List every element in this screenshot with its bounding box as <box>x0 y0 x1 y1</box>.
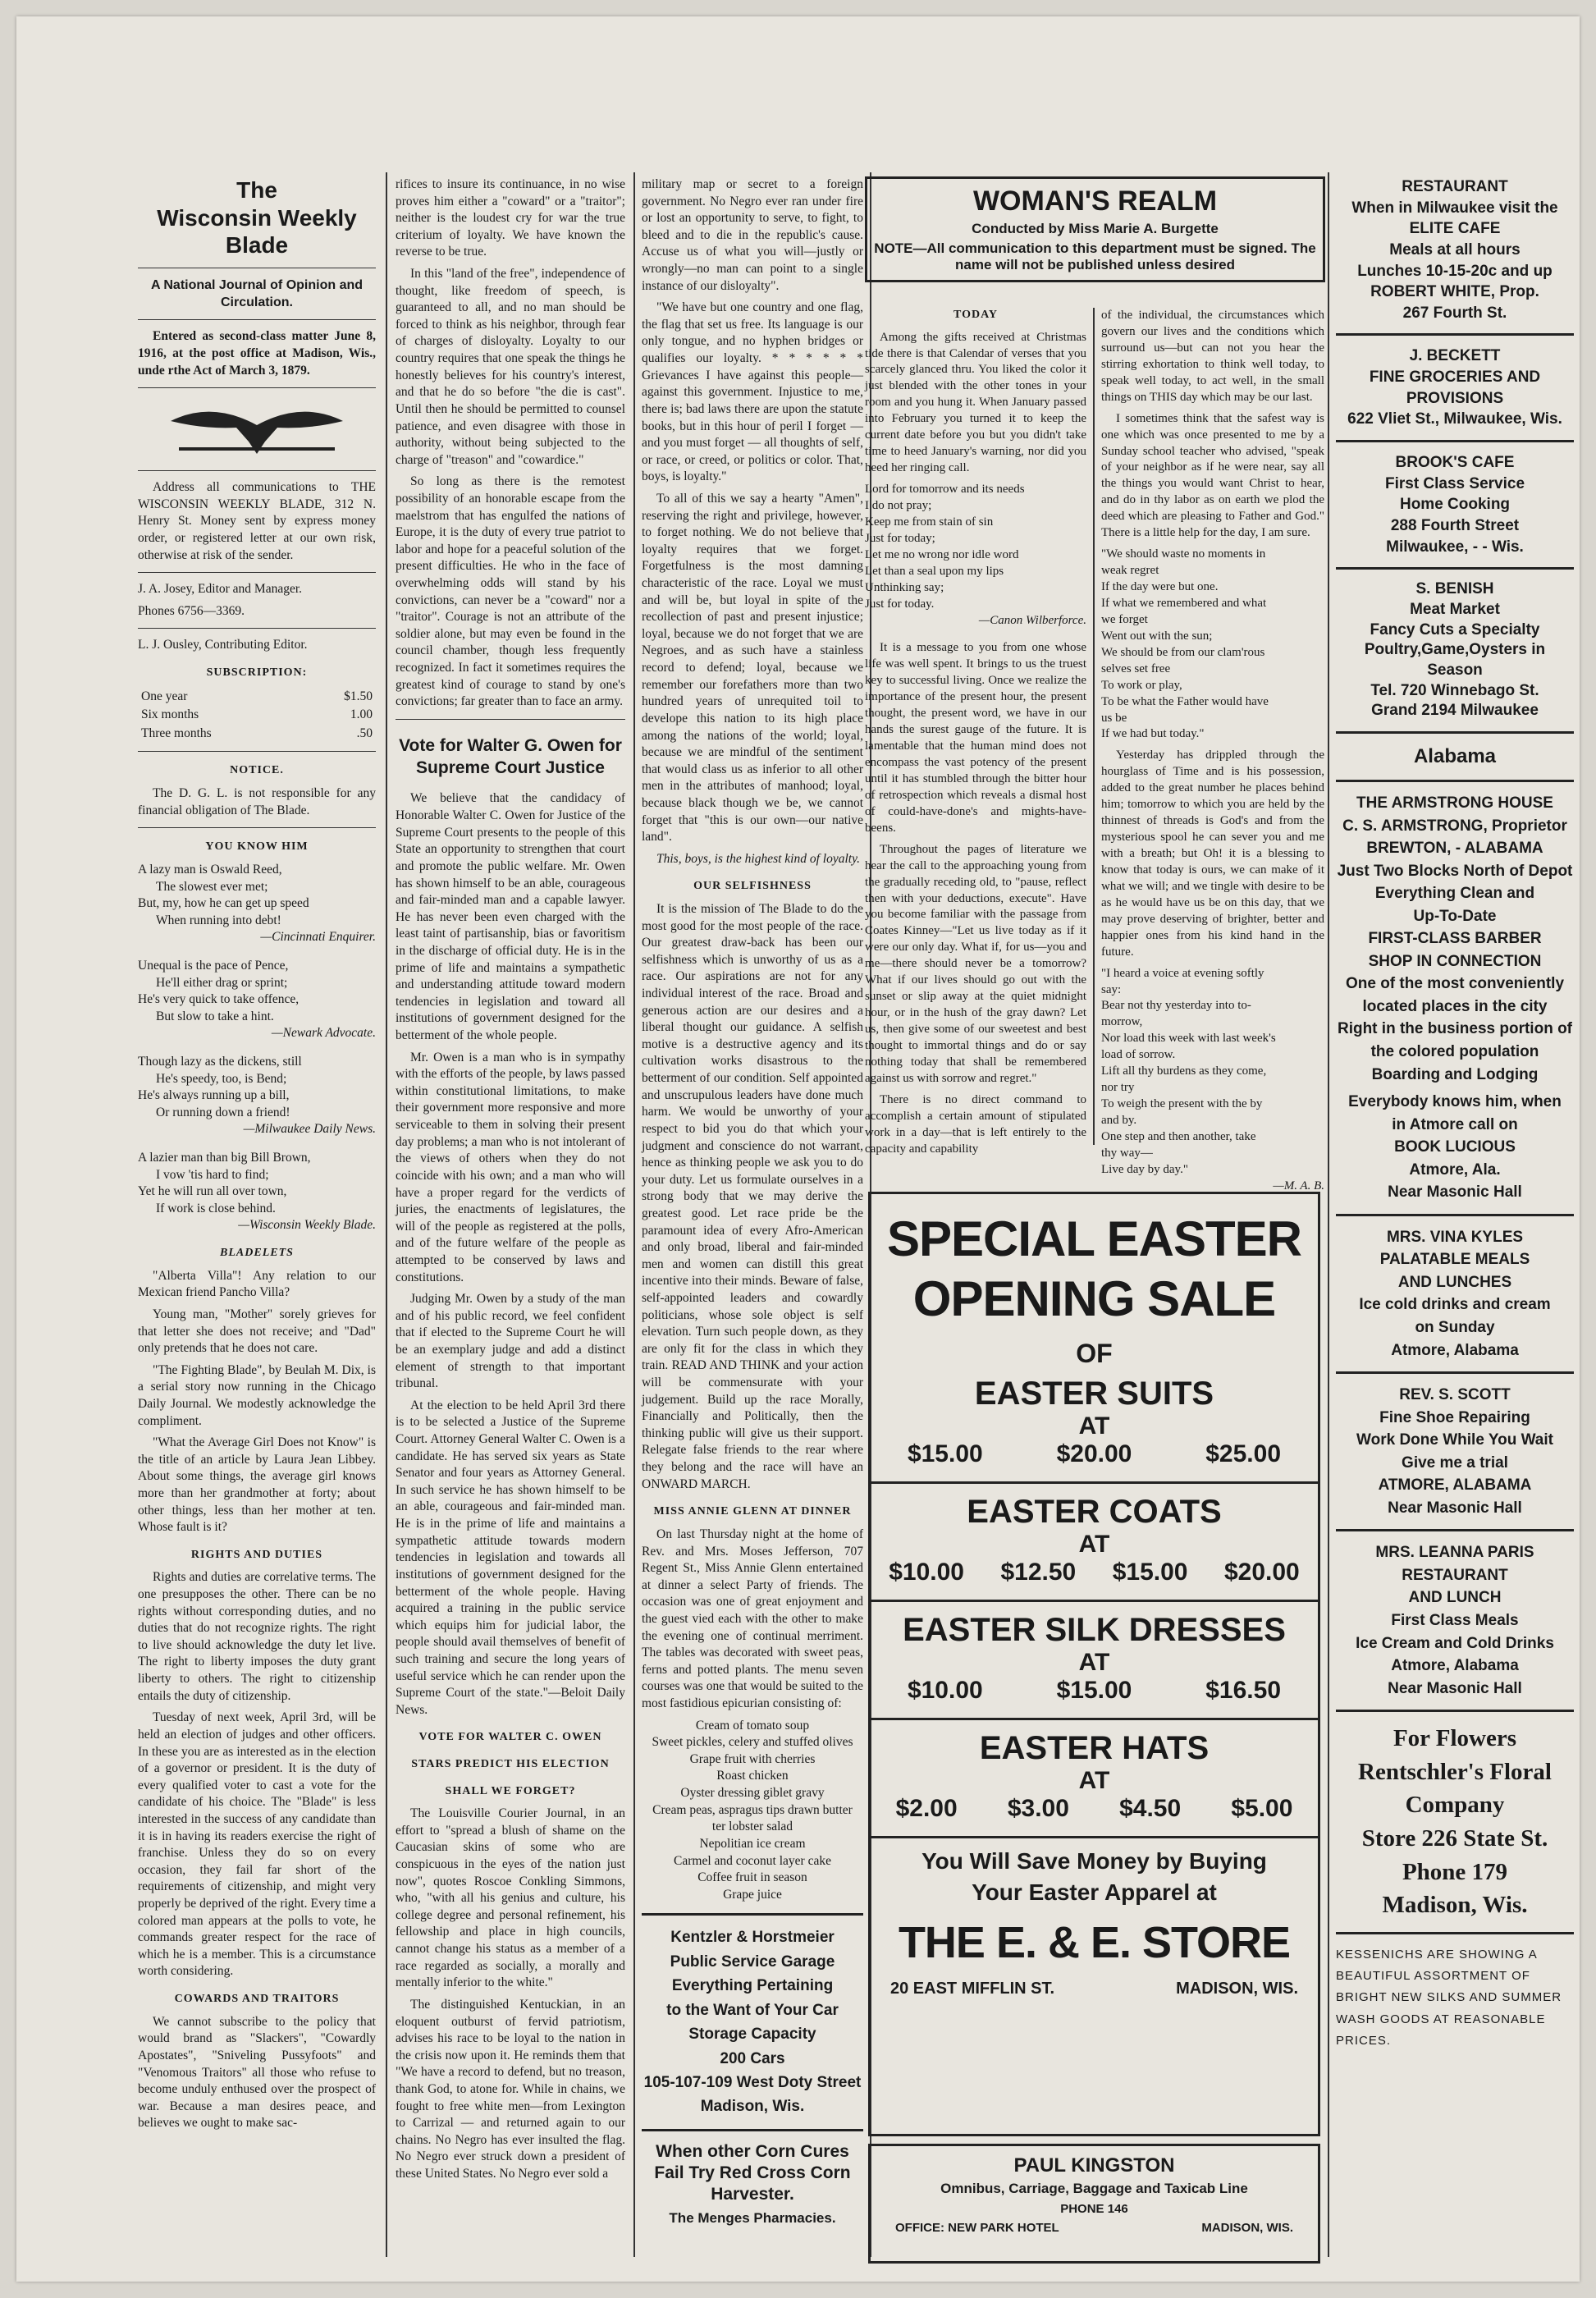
text-line: Keep me from stain of sin <box>865 515 994 529</box>
text-line: Everything Clean and <box>1374 885 1535 903</box>
text-line: C. S. ARMSTRONG, Proprietor <box>1342 817 1567 835</box>
phones: Phones 6756—3369. <box>138 603 245 618</box>
editor: J. A. Josey, Editor and Manager. <box>138 582 303 597</box>
text-line: we forget <box>1101 612 1148 626</box>
womans-realm-box <box>855 176 1335 1192</box>
text-line: He's very quick to take offence, <box>138 992 300 1007</box>
text-line: Carmel and coconut layer cake <box>674 1853 831 1868</box>
easter-of: OF <box>1076 1339 1113 1368</box>
realm-paragraph: I sometimes think that the safest way is one which was once presented to me by a Sunday school teacher who advised, "speak of your neighbor as if he were near, say all the things you would want Christ to hear, and do in thy labor as on earth we plod the deed which are pleasing to Father and God." There is a little help for the day, I am sure. <box>1101 411 1324 540</box>
text-line: Harvester. <box>711 2185 794 2204</box>
text-line: Unthinking say; <box>865 580 944 594</box>
text-line: Roast chicken <box>716 1769 789 1783</box>
hat-prices <box>871 1795 1318 1823</box>
vote-owen-head: Vote for Walter G. Owen for Supreme Court Justice <box>399 735 622 778</box>
vina-kyles-ad <box>1336 1226 1574 1362</box>
text-line: ATMORE, ALABAMA <box>1378 1476 1532 1495</box>
text-line: Unequal is the pace of Pence, <box>138 958 289 973</box>
realm-signature: —M. A. B. <box>1273 1179 1324 1192</box>
corn-cure-ad <box>642 2141 863 2206</box>
sub-price: 1.00 <box>350 707 373 722</box>
bladelet: "The Fighting Blade", by Beulah M. Dix, is a serial story now running in the Chicago Daily Journal. We modestly acknowledge the compliment. <box>138 1362 376 1428</box>
kingston-phone: PHONE 146 <box>1060 2202 1128 2216</box>
poem-a-attribution: —Canon Wilberforce. <box>978 613 1086 627</box>
text-line: But, my, how he can get up speed <box>138 896 309 911</box>
text-line: Everybody knows him, when <box>1348 1093 1562 1111</box>
text-line: MRS. LEANNA PARIS <box>1375 1544 1534 1562</box>
text-line: If work is close behind. <box>156 1201 276 1215</box>
table-row <box>138 706 376 725</box>
book-lucious-ad <box>1336 1091 1574 1204</box>
suit-prices <box>871 1440 1318 1468</box>
text-line: Ice cold drinks and cream <box>1359 1296 1551 1314</box>
text-line: 105-107-109 West Doty Street <box>643 2073 862 2091</box>
vote-paragraph: At the election to be held April 3rd there is to be selected a Justice of the Supreme Court. Attorney General Walter C. Owen is a candidate. He has served six years as State Senator and four years as Attorney General. In such service he has shown himself to be an able, courageous and fair-minded man. He is in the prime of life and maintains a sympathetic attitude towards modern tendencies in legislation and towards all institutions of government designed for the betterment of the whole people. Having acquired a training in the public service which equips him for judicial labor, the people should avail themselves of benefit of such training and secure the long years of useful service which he can render upon the Supreme Court of the state."—Beloit Daily News. <box>396 1398 625 1717</box>
realm-paragraph: Throughout the pages of literature we hear the call to the approaching young from the gradually receding old, to "pause, reflect then with your deductions, execute". Have you become familiar with the passage from Coates Kinney—"Let us live today as if it were our only day. What if, for us—you and me—there should never be a tomorrow? What if our lives should go out with the sunset or slip away at the quiet midnight hour, or in the hush of the gray dawn? Let us, then give some of our sweetest and best thought to immortal things and do or say nothing today that shall be remembered against us with sorrow and regret." <box>865 842 1086 1085</box>
price: $3.00 <box>1007 1795 1069 1822</box>
realm-left-column <box>865 308 1086 1163</box>
selfish-head: OUR SELFISHNESS <box>693 880 812 893</box>
vote-paragraph: Judging Mr. Owen by a study of the man and of his public record, we feel confident that if elected to the Supreme Court he will be an exemplary judge and add a distinct element of strength to that important tribunal. <box>396 1292 625 1391</box>
benish-ad <box>1336 579 1574 721</box>
text-line: But slow to take a hint. <box>156 1009 274 1023</box>
col2-paragraph: In this "land of the free", independence of thought, like freedom of speech, is guaranteed to all, and no man should be forced to think as his neighbor, through fear of charges of disloyalty. Loyalty to our country requires that one speak the things he honestly believes for his country's interest, and that he do so before "the die is cast". Until then he should be permitted to counsel patience, and even disagree with those in authority, without being subjected to the charge of "treason" and "cowardice." <box>396 267 625 467</box>
poem-3 <box>138 1054 376 1121</box>
rights-paragraph: Tuesday of next week, April 3rd, will be held an election of judges and other officers. In these you are as interested as in the election of a governor or president. It is the duty of every qualified voter to cast a vote for the candidate of his choice. The "Blade" is less interested in the success of any candidate than it is in having its readers exercise the right of franchise. Unless they do so on every occasion, they fail far short of the requirements of citizenship, and might very properly be deprived of the right. Every time a colored man appears at the polls to vote, he commands greater respect for the race of which he is a member. This is a circumstance worth considering. <box>138 1710 376 1979</box>
text-line: If the day were but one. <box>1101 580 1219 593</box>
text-line: PALATABLE MEALS <box>1379 1251 1530 1269</box>
text-line: 267 Fourth St. <box>1402 304 1507 322</box>
text-line: We should be from our clam'rous <box>1101 645 1265 659</box>
text-line: A lazier man than big Bill Brown, <box>138 1151 311 1165</box>
text-line: MRS. VINA KYLES <box>1386 1228 1524 1246</box>
contrib-editor: L. J. Ousley, Contributing Editor. <box>138 638 308 652</box>
text-line: Went out with the sun; <box>1101 629 1213 643</box>
easter-save-2: Your Easter Apparel at <box>972 1879 1217 1905</box>
easter-save-1: You Will Save Money by Buying <box>921 1848 1267 1874</box>
price: $10.00 <box>907 1677 983 1704</box>
text-line: 200 Cars <box>720 2049 785 2067</box>
text-line: One of the most conveniently <box>1345 975 1565 993</box>
text-line: Cream peas, aspragus tips drawn butter <box>652 1802 853 1817</box>
price: $20.00 <box>1223 1559 1300 1586</box>
easter-at: AT <box>1078 1412 1110 1440</box>
title-line-2: Wisconsin Weekly Blade <box>157 204 357 259</box>
text-line: Nepolitian ice cream <box>699 1836 806 1851</box>
kingston-office-row <box>871 2216 1318 2235</box>
notice-text: The D. G. L. is not responsible for any financial obligation of The Blade. <box>138 786 376 817</box>
coat-prices <box>871 1559 1318 1586</box>
text-line: Near Masonic Hall <box>1388 1183 1522 1202</box>
text-line: First Class Service <box>1384 474 1525 492</box>
text-line: Meals at all hours <box>1389 240 1521 259</box>
text-line: He'll either drag or sprint; <box>156 975 288 990</box>
loyalty-italic: This, boys, is the highest kind of loyalty. <box>656 851 860 866</box>
address-notice: Address all communications to THE WISCONSIN WEEKLY BLADE, 312 N. Henry St. Money sent by express money order, or registered letter at our own risk, otherwise at risk of the sender. <box>138 480 376 562</box>
col2-paragraph: So long as there is the remotest possibility of an honorable escape from the maelstrom that has engulfed the nations of Europe, it is the duty of every true patriot to labor and hope for a peaceful solution of the present difficulties. He who in the face of overwhelming odds will stand by his convictions, can never be a "coward" nor a "traitor". Courage is not an attribute of the soldier alone, but may even be found in the council chamber, though less frequently recognized. In fact it sometimes requires the greatest kind of courage to stand by one's convictions; far greater than to face an army. <box>396 474 625 709</box>
notice-head: NOTICE. <box>230 764 284 777</box>
text-line: 622 Vliet St., Milwaukee, Wis. <box>1347 410 1562 428</box>
text-line: BREWTON, - ALABAMA <box>1366 840 1543 858</box>
text-line: S. BENISH <box>1415 580 1494 598</box>
easter-sale-ad <box>868 1192 1320 2136</box>
easter-coats: EASTER COATS <box>967 1494 1222 1530</box>
price: $4.50 <box>1119 1795 1182 1822</box>
dinner-menu <box>642 1718 863 1904</box>
corn-cure-by: The Menges Pharmacies. <box>669 2209 836 2226</box>
easter-store: THE E. & E. STORE <box>898 1918 1291 1967</box>
forget-paragraph: The Louisville Courier Journal, in an effort to "spread a blush of shame on the Caucasian skins of some who are conspicuous in the eyes of the nation just now", quotes Roscoe Conkling Simmons, who, "with all his genius and culture, his college degree and personal refinement, his fellowship and place in high councils, cannot change his status as a member of a race regarded as socially, a morally and mentally inferior to the white." <box>396 1806 625 1990</box>
col2-paragraph: rifices to insure its continuance, in no wise proves him either a "coward" or a "traitor"; neither is the loudest cry for war the true criterium of loyalty. We have known the reverse to be true. <box>396 177 625 259</box>
vote-paragraph: Mr. Owen is a man who is in sympathy with the efforts of the people, by laws passed within constitutional limitations, to make their government more responsive and more serviceable to them in solving their present day problems; a man who is not intolerant of the views of others when they do not coincide with his own; and a man who will have a proper regard for the verdicts of juries, the enactments of legislatures, the will of the people as registered at the polls, and of the future welfare of the people as attempted to be conserved by laws and constitutions. <box>396 1050 625 1284</box>
text-line: RESTAURANT <box>1402 178 1508 195</box>
text-line: Atmore, Alabama <box>1391 1341 1519 1359</box>
armstrong-house-ad <box>1336 792 1574 1086</box>
price: $12.50 <box>1000 1559 1077 1586</box>
text-line: morrow, <box>1101 1015 1143 1029</box>
text-line: Storage Capacity <box>688 2026 816 2044</box>
cowards-paragraph: We cannot subscribe to the policy that would brand as "Slackers", "Cowardly Apostates", "Sniveling Pussyfoots" and "Venomous Traitors" all those who refuse to become unduly enthused over the prospect of war. Because a man desires peace, and believes we ought to make sac- <box>138 2014 376 2131</box>
easter-title-1: SPECIAL EASTER <box>887 1211 1301 1266</box>
easter-title-2: OPENING SALE <box>912 1271 1276 1326</box>
beckett-ad <box>1336 346 1574 430</box>
kentzler-ad <box>642 1925 863 2119</box>
poem-1-attribution: —Cincinnati Enquirer. <box>260 930 376 945</box>
text-line: Right in the business portion of <box>1337 1020 1573 1038</box>
tagline: A National Journal of Opinion and Circulation. <box>150 277 364 310</box>
text-line: Though lazy as the dickens, still <box>138 1054 302 1069</box>
realm-paragraph: Among the gifts received at Christmas tide there is that Calendar of verses that you scarcely glanced thru. You liked the color it just blended with the other tones in your room and you hung it. When January passed into February you turned it to keep the current date before you but you didn't take time to heed January's warning, nor did you heed her ringing call. <box>865 330 1086 475</box>
text-line: say: <box>1101 982 1122 996</box>
text-line: Kentzler & Horstmeier <box>670 1929 835 1947</box>
stars-head: STARS PREDICT HIS ELECTION <box>411 1758 610 1770</box>
newspaper-page <box>16 16 1580 2282</box>
realm-paragraph: of the individual, the circumstances which govern our lives and the conditions which surround us—but can not you hear the stirring exhortation to think well today, to speak well today, to act well, in the small things on THIS day which may be our last. <box>1101 309 1324 404</box>
col3-paragraph: "We have but one country and one flag, the flag that set us free. Its language is our only tongue, and no hyphen bridges or qualifies our loyalty. * * * * * * Grievances I have against this people—against this government. Injustice to me, there is; bad laws there are upon the statute books, but in this hour of peril I forget — and you must forget — all thoughts of self, or race, or creed, or politics or color. That, boys, is loyalty." <box>642 300 863 484</box>
bladelet: "What the Average Girl Does not Know" is the title of an article by Laura Jean Libbey. About some things, the average girl knows more than her grandmother at forty; about other things, less than her mother at ten. Whose fault is it? <box>138 1435 376 1535</box>
text-line: Live day by day." <box>1101 1162 1188 1176</box>
easter-address: 20 EAST MIFFLIN ST. <box>890 1980 1055 1998</box>
text-line: load of sorrow. <box>1101 1048 1176 1062</box>
text-line: ter lobster salad <box>711 1820 793 1834</box>
rentschler-floral-ad <box>1336 1722 1574 1922</box>
vote-paragraph: We believe that the candidacy of Honorable Walter C. Owen for Justice of the Supreme Court presents to the people of this State an opportunity to strengthen that court and promote the public welfare. Mr. Owen has shown himself to be an able, courageous and fair-minded man and a capable lawyer. He has never been even charged with the least taint of partisanship, bias or favoritism in the discharge of official duty. He is in the prime of life and maintains a sympathetic and understanding attitude toward modern tendencies in legislation and toward all institutions of government designed for the betterment of the whole people. <box>396 791 625 1043</box>
column-2 <box>396 176 625 2188</box>
text-line: He's always running up a bill, <box>138 1088 290 1103</box>
poem-3-attribution: —Milwaukee Daily News. <box>243 1122 376 1137</box>
text-line: When running into debt! <box>156 913 281 927</box>
text-line: J. BECKETT <box>1409 347 1501 365</box>
text-line: BROOK'S CAFE <box>1395 454 1515 472</box>
text-line: Grape fruit with cherries <box>689 1751 816 1766</box>
table-row <box>138 725 376 744</box>
text-line: Just for today. <box>865 597 935 611</box>
text-line: Poultry,Game,Oysters in Season <box>1364 641 1546 679</box>
text-line: To weigh the present with the by <box>1101 1097 1263 1111</box>
text-line: For Flowers <box>1392 1725 1517 1752</box>
price: $16.50 <box>1205 1677 1282 1704</box>
text-line: Near Masonic Hall <box>1388 1679 1522 1697</box>
text-line: Grape juice <box>723 1887 782 1902</box>
text-line: Just for today; <box>865 531 935 545</box>
forget-head: SHALL WE FORGET? <box>445 1784 576 1797</box>
text-line: Let than a seal upon my lips <box>865 564 1004 578</box>
bladelet: Young man, "Mother" sorely grieves for that letter she does not receive; and "Dad" only pretends that he does not care. <box>138 1307 376 1356</box>
elite-cafe-ad <box>1336 176 1574 323</box>
col3-paragraph: military map or secret to a foreign government. No Negro ever ran under fire or lost an opportunity to serve, to fight, to bleed and to die in the republic's cause. Accuse us of what you will—justly or wrongly—no man can point to a single instance of our disloyalty". <box>642 177 863 293</box>
table-row <box>138 688 376 707</box>
kessenich-ad: KESSENICHS ARE SHOWING A BEAUTIFUL ASSORTMENT OF BRIGHT NEW SILKS AND SUMMER WASH GOODS AT REASONABLE PRICES. <box>1336 1947 1562 2048</box>
kingston-ad <box>868 2144 1320 2264</box>
text-line: I vow 'tis hard to find; <box>156 1167 269 1182</box>
price: $15.00 <box>907 1440 983 1467</box>
poem-4 <box>138 1150 376 1217</box>
selfish-paragraph: It is the mission of The Blade to do the most good for the most people of the race. Our greatest draw-back has been our selfishness which is unworthy of us as a race. Our aspirations are not for any individual interest of the race. Broad and generous action are our desires and a liberal thought our guidance. A selfish motive is a destructive agency and its cultivation works disastrous to the betterment of our condition. Self appointed and unscrupulous leaders have done much harm. We would be unworthy of your respect to bid you do that which your judgment and conscience do not warrant, hence as thinking people we ask you to do your duty. Let us formulate ourselves in a strong body that we may derive the greatest good. Let race pride be the paramount idea of every Afro-American and only broad, liberal and fair-minded men and women can distill this great incentive into their minds. Beware of false, self-appointed leaders and cowardly politicians, whose sole object is self elevation. Turn such people down, as they are only fit for the class in which they train. READ AND THINK and your action will be commensurate with your judgement. Build up the race Morally, Financially and Politically, then the thinking public will give us their support. Relegate false friends to the rear where they belong and the race will have an ONWARD MARCH. <box>642 901 863 1491</box>
text-line: Company <box>1405 1792 1505 1819</box>
kingston-name: PAUL KINGSTON <box>1013 2154 1175 2177</box>
price: $25.00 <box>1205 1440 1282 1467</box>
poem-4-attribution: —Wisconsin Weekly Blade. <box>238 1218 376 1233</box>
text-line: Yet he will run all over town, <box>138 1184 287 1199</box>
text-line: Coffee fruit in season <box>697 1870 807 1885</box>
text-line: selves set free <box>1101 661 1171 675</box>
today-head: TODAY <box>953 309 999 321</box>
sub-term: Three months <box>141 726 212 740</box>
womans-realm-title: WOMAN'S REALM <box>972 185 1218 217</box>
text-line: AND LUNCHES <box>1397 1273 1512 1291</box>
text-line: Boarding and Lodging <box>1371 1065 1539 1083</box>
poem-2-attribution: —Newark Advocate. <box>271 1026 376 1041</box>
price: $20.00 <box>1056 1440 1132 1467</box>
text-line: Lunches 10-15-20c and up <box>1357 262 1553 280</box>
text-line: One step and then another, take <box>1101 1129 1256 1143</box>
text-line: Oyster dressing giblet gravy <box>680 1786 825 1801</box>
poem-b <box>1101 547 1324 743</box>
column-3 <box>642 176 863 2227</box>
kingston-office: OFFICE: NEW PARK HOTEL <box>895 2221 1059 2235</box>
text-line: The slowest ever met; <box>156 879 268 894</box>
text-line: First Class Meals <box>1391 1612 1519 1630</box>
you-know-head: YOU KNOW HIM <box>205 840 309 854</box>
text-line: Lord for tomorrow and its needs <box>865 483 1025 497</box>
text-line: Madison, Wis. <box>700 2098 805 2116</box>
text-line: in Atmore call on <box>1392 1115 1518 1133</box>
text-line: Fine Shoe Repairing <box>1379 1408 1530 1426</box>
text-line: PROVISIONS <box>1406 389 1504 407</box>
text-line: to the Want of Your Car <box>666 2001 839 2019</box>
text-line: If what we remembered and what <box>1101 596 1267 610</box>
easter-at: AT <box>1078 1531 1110 1558</box>
subscription-table <box>138 688 376 744</box>
text-line: Ice Cream and Cold Drinks <box>1356 1634 1554 1652</box>
text-line: Phone 179 <box>1402 1858 1508 1885</box>
leanna-paris-ad <box>1336 1541 1574 1700</box>
poem-c <box>1101 966 1324 1179</box>
text-line: located places in the city <box>1362 997 1548 1015</box>
text-line: Bear not thy yesterday into to- <box>1101 999 1251 1013</box>
alabama-heading: Alabama <box>1413 745 1497 768</box>
rights-paragraph: Rights and duties are correlative terms. The one presupposes the other. There can be no rights without corresponding duties, and no duties that do not recognize rights. The right to live should acknowledge the duty let live. The right to liberty imposes the duty grant liberty to others. The right to citizenship entails the duty of citizenship. <box>138 1570 376 1703</box>
text-line: Fail Try Red Cross Corn <box>654 2163 851 2183</box>
easter-hats: EASTER HATS <box>979 1730 1210 1766</box>
text-line: Up-To-Date <box>1413 907 1497 925</box>
text-line: the colored population <box>1370 1042 1539 1060</box>
text-line: I do not pray; <box>865 498 932 512</box>
text-line: Home Cooking <box>1399 496 1511 514</box>
text-line: RESTAURANT <box>1402 1566 1508 1584</box>
realm-paragraph: Yesterday has drippled through the hourglass of Time and is his possession, added to the great number he places behind him; tomorrow to which you are held by the thinnest of threads is God's and from the mysterious spool he can sever you and me with a breath; but Oh! it is a blessing to know that today is ours, we can make of it what we will; and we tingle with desire to be as he would have us be on this day, that we may prove deserving of brighter, better and happier ones from his kind hand in the future. <box>1101 748 1324 959</box>
title-line-1: The <box>236 177 277 203</box>
easter-dresses: EASTER SILK DRESSES <box>903 1612 1286 1648</box>
text-line: Meat Market <box>1410 600 1500 618</box>
entry-notice: Entered as second-class matter June 8, 1916, at the post office at Madison, Wis., unde rthe Act of March 3, 1879. <box>138 329 376 378</box>
text-line: Near Masonic Hall <box>1388 1499 1522 1517</box>
subscription-head: SUBSCRIPTION: <box>206 666 308 680</box>
text-line: To be what the Father would have <box>1101 694 1269 708</box>
glenn-paragraph: On last Thursday night at the home of Rev. and Mrs. Moses Jefferson, 707 Regent St., Miss Annie Glenn entertained at dinner a select Party of friends. The occasion was one of great enjoyment and the guest vied each with the other to make the evening one of continual merriment. The tables was decorated with sweet peas, ferns and potted plants. The menu seven courses was one that would be suited to the most fastidious epicurian consisting of: <box>642 1527 863 1711</box>
poem-a <box>865 482 1086 613</box>
eagle-emblem-icon <box>162 396 351 462</box>
text-line: nor try <box>1101 1081 1135 1095</box>
realm-right-column <box>1101 308 1324 1206</box>
easter-city: MADISON, WIS. <box>1176 1980 1298 1998</box>
easter-address-row <box>871 1968 1318 1998</box>
easter-suits: EASTER SUITS <box>974 1376 1214 1412</box>
text-line: Atmore, Alabama <box>1391 1657 1519 1675</box>
text-line: REV. S. SCOTT <box>1399 1386 1511 1404</box>
realm-paragraph: It is a message to you from one whose life was well spent. It brings to us the truest key to successful living. Once we realize the importance of the present hour, the present thought, the present word, we have in our hands the surest gauge of the future. It is lamentable that the human mind does not encompass the vast potency of the present until it has stumbled through the bitter hour of retrospection which reveals a dismal host of could-have-done's and mights-have-beens. <box>865 641 1086 835</box>
text-line: Everything Pertaining <box>671 1977 834 1995</box>
realm-paragraph: There is no direct command to accomplish a certain amount of stipulated work in a day—that is left entirely to the capacity and capability <box>865 1092 1086 1156</box>
text-line: "We should waste no moments in <box>1101 547 1266 561</box>
bladelet: "Alberta Villa"! Any relation to our Mexican friend Pancho Villa? <box>138 1268 376 1300</box>
kingston-line: Omnibus, Carriage, Baggage and Taxicab Line <box>940 2181 1248 2196</box>
kingston-city: MADISON, WIS. <box>1201 2221 1293 2235</box>
womans-realm-conducted: Conducted by Miss Marie A. Burgette <box>972 221 1219 236</box>
text-line: FINE GROCERIES AND <box>1369 369 1541 387</box>
text-line: Just Two Blocks North of Depot <box>1337 862 1573 880</box>
price: $15.00 <box>1056 1677 1132 1704</box>
text-line: Milwaukee, - - Wis. <box>1386 538 1524 556</box>
text-line: ROBERT WHITE, Prop. <box>1370 283 1539 301</box>
text-line: us be <box>1101 711 1127 725</box>
text-line: A lazy man is Oswald Reed, <box>138 862 282 877</box>
sub-term: Six months <box>141 707 199 722</box>
rev-scott-ad <box>1336 1384 1574 1519</box>
glenn-head: MISS ANNIE GLENN AT DINNER <box>653 1505 852 1518</box>
text-line: Store 226 State St. <box>1361 1824 1548 1852</box>
easter-at: AT <box>1078 1767 1110 1794</box>
text-line: When other Corn Cures <box>656 2141 849 2161</box>
text-line: He's speedy, too, is Bend; <box>156 1071 287 1086</box>
text-line: Tel. 720 Winnebago St. <box>1370 681 1539 699</box>
text-line: Fancy Cuts a Specialty <box>1370 620 1540 639</box>
text-line: When in Milwaukee visit the <box>1351 199 1558 217</box>
poem-1 <box>138 862 376 929</box>
text-line: SHOP IN CONNECTION <box>1368 952 1542 970</box>
text-line: If we had but today." <box>1101 727 1205 741</box>
text-line: THE ARMSTRONG HOUSE <box>1356 794 1553 812</box>
text-line: BOOK LUCIOUS <box>1394 1138 1516 1156</box>
sub-price: .50 <box>356 726 373 740</box>
poem-2 <box>138 958 376 1025</box>
price: $15.00 <box>1112 1559 1188 1586</box>
text-line: Rentschler's Floral <box>1358 1758 1552 1785</box>
text-line: 288 Fourth Street <box>1390 516 1520 534</box>
text-line: Grand 2194 Milwaukee <box>1371 702 1539 720</box>
sub-term: One year <box>141 689 188 703</box>
rights-head: RIGHTS AND DUTIES <box>190 1548 323 1561</box>
ads-column <box>1336 176 1574 2057</box>
sub-price: $1.50 <box>344 689 373 703</box>
brooks-cafe-ad <box>1336 452 1574 557</box>
text-line: ELITE CAFE <box>1409 220 1501 238</box>
text-line: and by. <box>1101 1114 1137 1127</box>
text-line: Let me no wrong nor idle word <box>865 547 1019 561</box>
price: $5.00 <box>1231 1795 1293 1822</box>
text-line: FIRST-CLASS BARBER <box>1368 930 1542 948</box>
price: $2.00 <box>895 1795 958 1822</box>
forget-paragraph: The distinguished Kentuckian, in an eloquent outburst of fervid patriotism, advises his race to be loyal to the nation in the crisis now upon it. He reminds them that "We have a record to defend, but no treason, thank God, to atone for. While in chains, we fought to free white men—from Lexington to Carrizal — and returned again to our chains. No Negro has ever insulted the flag. No Negro ever struck down a president of these United States. No Negro ever sold a <box>396 1997 625 2181</box>
text-line: AND LUNCH <box>1408 1589 1502 1607</box>
text-line: Public Service Garage <box>670 1952 835 1971</box>
masthead-title <box>138 176 376 259</box>
vote-footer: VOTE FOR WALTER C. OWEN <box>418 1731 602 1744</box>
text-line: Cream of tomato soup <box>695 1718 810 1733</box>
text-line: "I heard a voice at evening softly <box>1101 966 1264 980</box>
bladelets-head: BLADELETS <box>220 1247 294 1260</box>
text-line: To work or play, <box>1101 678 1182 692</box>
dress-prices <box>871 1677 1318 1705</box>
column-1 <box>138 176 376 2137</box>
text-line: Work Done While You Wait <box>1356 1431 1553 1449</box>
text-line: Nor load this week with last week's <box>1101 1032 1276 1046</box>
womans-realm-note: NOTE—All communication to this department must be signed. The name will not be published unless desired <box>874 240 1316 272</box>
text-line: Lift all thy burdens as they come, <box>1101 1064 1267 1078</box>
text-line: Atmore, Ala. <box>1409 1160 1501 1179</box>
price: $10.00 <box>889 1559 964 1586</box>
text-line: Madison, Wis. <box>1382 1892 1528 1919</box>
text-line: on Sunday <box>1415 1319 1495 1336</box>
text-line: Sweet pickles, celery and stuffed olives <box>652 1735 853 1750</box>
text-line: weak regret <box>1101 564 1159 578</box>
cowards-head: COWARDS AND TRAITORS <box>174 1993 340 2006</box>
text-line: Or running down a friend! <box>156 1105 290 1119</box>
text-line: thy way— <box>1101 1146 1153 1160</box>
col3-paragraph: To all of this we say a hearty "Amen", reserving the right and privilege, however, to forget nothing. We do not believe that loyalty requires that we forget. Forgetfulness is the most damning characteristic of the race. Loyal we must and will be, but loyal in spite of the recollection of past and present injustice; loyal, because we do not forget that we are Negroes, and as such have a stainless record to defend; loyal, because we remember our forefathers more than two hundred years of unrequited toil to develope this nation to its high place among the nations of the world; loyal, because we are mindful of the sentiment that would class us as inferior to all other men in the attributes of manhood; loyal, because black though we be, we cannot forget that "this is our own—our native land". <box>642 491 863 845</box>
easter-at: AT <box>1078 1649 1110 1676</box>
text-line: Give me a trial <box>1402 1453 1508 1472</box>
